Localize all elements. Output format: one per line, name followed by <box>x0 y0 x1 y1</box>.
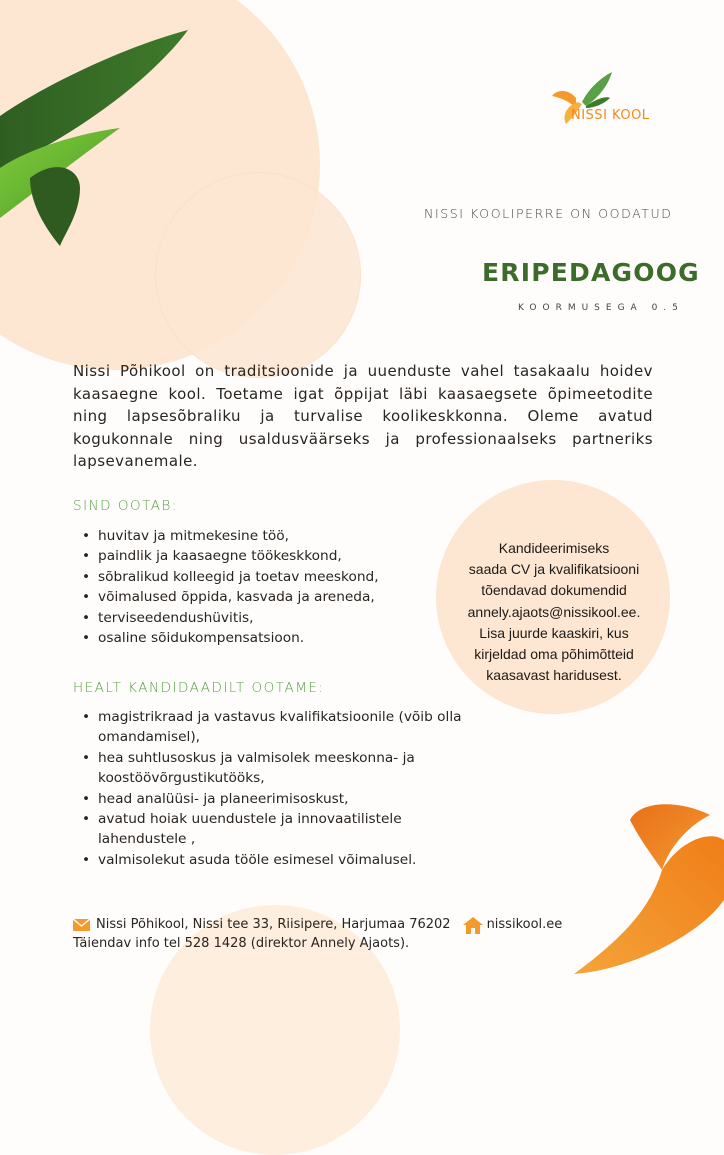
footer-website-link[interactable]: nissikool.ee <box>486 917 563 932</box>
apply-line: Kandideerimiseks <box>498 540 610 556</box>
footer <box>73 916 562 953</box>
list-item: • paindlik ja kaasaegne töökeskkond, <box>74 546 394 566</box>
list-item: • avatud hoiak uuendustele ja innovaatilistele lahendustele , <box>74 809 484 850</box>
intro-paragraph: Nissi Põhikool on traditsioonide ja uuenduste vahel tasakaalu hoidev kaasaegne kool. Toetame igat õppijat läbi kaasaegsete õpimeetodite ning lapsesõbraliku ja turvalise koolikeskkonna. Oleme avatud kogukonnale ning usaldusväärseks ja professionaalseks partneriks lapsevanemale. <box>73 362 653 471</box>
mail-icon <box>73 919 90 931</box>
apply-line: tõendavad dokumendid <box>481 582 627 599</box>
apply-instructions <box>448 538 660 686</box>
list-item: • valmisolekut asuda tööle esimesel võimalusel. <box>74 850 484 870</box>
list-item: • terviseedendushüvitis, <box>74 608 394 628</box>
apply-line: kaasavast haridusest. <box>486 667 622 684</box>
offer-heading: SIND OOTAB: <box>73 498 178 514</box>
expect-heading: HEALT KANDIDAADILT OOTAME: <box>73 680 325 696</box>
list-item: • huvitav ja mitmekesine töö, <box>74 526 394 546</box>
list-item: • head analüüsi- ja planeerimisoskust, <box>74 789 484 809</box>
list-item: • hea suhtlusoskus ja valmisolek meeskonna- ja koostöövõrgustikutööks, <box>74 748 484 789</box>
list-item: • sõbralikud kolleegid ja toetav meeskond, <box>74 567 394 587</box>
expect-list <box>74 707 484 870</box>
apply-email-line[interactable]: annely.ajaots@nissikool.ee. <box>467 603 641 620</box>
apply-line: Lisa juurde kaaskiri, kus <box>479 624 629 641</box>
apply-line: kirjeldad oma põhimõtteid <box>474 646 634 663</box>
list-item: • võimalused õppida, kasvada ja areneda, <box>74 587 394 607</box>
page-title: ERIPEDAGOOG <box>482 258 700 287</box>
green-leaf-decoration <box>0 28 190 248</box>
header-kicker: NISSI KOOLIPERRE ON OODATUD <box>424 206 673 221</box>
offer-list <box>74 526 394 648</box>
page-subtitle: KOORMUSEGA 0.5 <box>518 303 684 313</box>
home-icon <box>463 917 483 934</box>
apply-line: saada CV ja kvalifikatsiooni <box>468 561 640 578</box>
list-item: • magistrikraad ja vastavus kvalifikatsioonile (võib olla omandamisel), <box>74 707 484 748</box>
footer-address: Nissi Põhikool, Nissi tee 33, Riisipere, Harjumaa 76202 <box>96 917 451 932</box>
list-item: • osaline sõidukompensatsioon. <box>74 628 394 648</box>
logo-text: NISSI KOOL <box>571 108 650 123</box>
orange-leaf-decoration <box>570 800 724 980</box>
footer-info: Täiendav info tel 528 1428 (direktor Annely Ajaots). <box>73 935 410 951</box>
